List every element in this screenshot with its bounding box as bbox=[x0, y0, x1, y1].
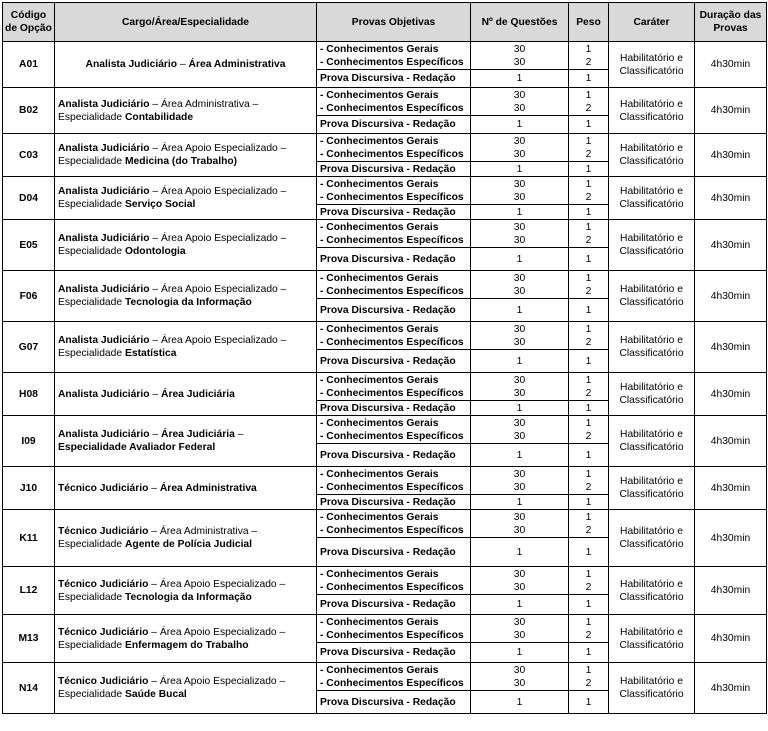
option-code: A01 bbox=[3, 42, 55, 88]
peso-especificos: 2 bbox=[585, 481, 592, 493]
peso-cell bbox=[569, 510, 609, 538]
exam-gerais: - Conhecimentos Gerais bbox=[320, 511, 439, 523]
cargo-bold-text: Enfermagem do Trabalho bbox=[124, 639, 249, 651]
questoes-especificos: 30 bbox=[513, 481, 526, 493]
peso-cell bbox=[569, 663, 609, 691]
objective-exams-cell bbox=[317, 567, 471, 595]
exam-discursiva: Prova Discursiva - Redação bbox=[317, 643, 471, 663]
cargo-cell bbox=[55, 567, 317, 615]
questoes-especificos: 30 bbox=[513, 430, 526, 442]
exam-discursiva: Prova Discursiva - Redação bbox=[317, 595, 471, 615]
questoes-discursiva: 1 bbox=[471, 643, 569, 663]
option-code: L12 bbox=[3, 567, 55, 615]
questoes-gerais: 30 bbox=[513, 135, 526, 147]
questoes-especificos: 30 bbox=[513, 336, 526, 348]
questoes-discursiva: 1 bbox=[471, 205, 569, 220]
peso-especificos: 2 bbox=[585, 102, 592, 114]
option-code: K11 bbox=[3, 510, 55, 567]
peso-especificos: 2 bbox=[585, 677, 592, 689]
exam-discursiva: Prova Discursiva - Redação bbox=[317, 350, 471, 373]
carater-cell: Habilitatório e Classificatório bbox=[609, 220, 695, 271]
questoes-discursiva: 1 bbox=[471, 495, 569, 510]
carater-cell: Habilitatório e Classificatório bbox=[609, 134, 695, 177]
questoes-especificos: 30 bbox=[513, 191, 526, 203]
exam-especificos: - Conhecimentos Específicos bbox=[320, 234, 464, 246]
carater-cell: Habilitatório e Classificatório bbox=[609, 467, 695, 510]
peso-gerais: 1 bbox=[585, 468, 592, 480]
objective-exams-cell bbox=[317, 271, 471, 299]
questoes-cell bbox=[471, 177, 569, 205]
exam-gerais: - Conhecimentos Gerais bbox=[320, 323, 439, 335]
carater-cell: Habilitatório e Classificatório bbox=[609, 510, 695, 567]
cargo-bold-text: Analista Judiciário bbox=[58, 284, 150, 295]
option-code: B02 bbox=[3, 88, 55, 134]
exam-discursiva: Prova Discursiva - Redação bbox=[317, 691, 471, 714]
header-peso: Peso bbox=[569, 3, 609, 42]
cargo-bold-text: Odontologia bbox=[124, 246, 186, 257]
questoes-especificos: 30 bbox=[513, 581, 526, 593]
peso-cell bbox=[569, 567, 609, 595]
cargo-bold-text: Analista Judiciário bbox=[58, 388, 150, 400]
peso-discursiva: 1 bbox=[569, 643, 609, 663]
peso-especificos: 2 bbox=[585, 56, 592, 68]
exam-discursiva: Prova Discursiva - Redação bbox=[317, 70, 471, 88]
exam-gerais: - Conhecimentos Gerais bbox=[320, 221, 439, 233]
cargo-cell bbox=[55, 88, 317, 134]
cargo-cell bbox=[55, 42, 317, 88]
cargo-bold-text: Analista Judiciário bbox=[58, 186, 150, 197]
questoes-cell bbox=[471, 567, 569, 595]
header-questoes: Nº de Questões bbox=[471, 3, 569, 42]
duracao-cell: 4h30min bbox=[695, 322, 767, 373]
cargo-cell bbox=[55, 271, 317, 322]
peso-cell bbox=[569, 220, 609, 248]
header-provas: Provas Objetivas bbox=[317, 3, 471, 42]
peso-gerais: 1 bbox=[585, 135, 592, 147]
cargo-text: – bbox=[177, 59, 189, 70]
table-row bbox=[3, 177, 767, 205]
exam-discursiva: Prova Discursiva - Redação bbox=[317, 538, 471, 567]
peso-gerais: 1 bbox=[585, 417, 592, 429]
objective-exams-cell bbox=[317, 467, 471, 495]
exam-discursiva: Prova Discursiva - Redação bbox=[317, 444, 471, 467]
questoes-discursiva: 1 bbox=[471, 401, 569, 416]
peso-cell bbox=[569, 177, 609, 205]
exam-gerais: - Conhecimentos Gerais bbox=[320, 664, 439, 676]
carater-cell: Habilitatório e Classificatório bbox=[609, 615, 695, 663]
cargo-bold-text: Especialidade Avaliador Federal bbox=[58, 442, 216, 453]
peso-gerais: 1 bbox=[585, 221, 592, 233]
questoes-discursiva: 1 bbox=[471, 595, 569, 615]
concurso-table bbox=[2, 2, 767, 714]
questoes-cell bbox=[471, 467, 569, 495]
cargo-cell bbox=[55, 322, 317, 373]
cargo-text: – Área Administrativa – Especialidade bbox=[58, 98, 259, 123]
table-row bbox=[3, 567, 767, 595]
peso-gerais: 1 bbox=[585, 43, 592, 55]
cargo-text: – bbox=[149, 429, 162, 440]
carater-cell: Habilitatório e Classificatório bbox=[609, 416, 695, 467]
objective-exams-cell bbox=[317, 177, 471, 205]
questoes-especificos: 30 bbox=[513, 56, 526, 68]
questoes-discursiva: 1 bbox=[471, 248, 569, 271]
exam-discursiva: Prova Discursiva - Redação bbox=[317, 205, 471, 220]
cargo-cell bbox=[55, 220, 317, 271]
objective-exams-cell bbox=[317, 322, 471, 350]
objective-exams-cell bbox=[317, 88, 471, 116]
cargo-bold-text: Área Judiciária bbox=[161, 429, 235, 440]
peso-cell bbox=[569, 322, 609, 350]
cargo-bold-text: Área Administrativa bbox=[188, 59, 286, 70]
peso-discursiva: 1 bbox=[569, 401, 609, 416]
cargo-bold-text: Estatística bbox=[124, 348, 177, 359]
exam-discursiva: Prova Discursiva - Redação bbox=[317, 299, 471, 322]
header-cargo: Cargo/Área/Especialidade bbox=[55, 3, 317, 42]
cargo-text: – Área Apoio Especializado – Especialidade bbox=[58, 335, 287, 359]
cargo-bold-text: Técnico Judiciário bbox=[58, 676, 149, 687]
exam-especificos: - Conhecimentos Específicos bbox=[320, 581, 464, 593]
exam-especificos: - Conhecimentos Específicos bbox=[320, 191, 464, 203]
objective-exams-cell bbox=[317, 220, 471, 248]
peso-cell bbox=[569, 467, 609, 495]
peso-cell bbox=[569, 42, 609, 70]
peso-discursiva: 1 bbox=[569, 116, 609, 134]
questoes-gerais: 30 bbox=[513, 178, 526, 190]
duracao-cell: 4h30min bbox=[695, 42, 767, 88]
peso-discursiva: 1 bbox=[569, 691, 609, 714]
questoes-especificos: 30 bbox=[513, 629, 526, 641]
questoes-cell bbox=[471, 615, 569, 643]
peso-gerais: 1 bbox=[585, 568, 592, 580]
objective-exams-cell bbox=[317, 615, 471, 643]
objective-exams-cell bbox=[317, 134, 471, 162]
table-row bbox=[3, 510, 767, 538]
questoes-cell bbox=[471, 42, 569, 70]
questoes-discursiva: 1 bbox=[471, 444, 569, 467]
cargo-text: – Área Apoio Especializado – Especialidade bbox=[58, 284, 287, 308]
cargo-bold-text: Técnico Judiciário bbox=[58, 578, 149, 590]
cargo-bold-text: Técnico Judiciário bbox=[58, 526, 149, 537]
questoes-cell bbox=[471, 88, 569, 116]
exam-gerais: - Conhecimentos Gerais bbox=[320, 568, 439, 580]
cargo-text: – Área Apoio Especializado – Especialidade bbox=[58, 578, 286, 603]
option-code: H08 bbox=[3, 373, 55, 416]
cargo-bold-text: Analista Judiciário bbox=[85, 59, 178, 70]
questoes-discursiva: 1 bbox=[471, 70, 569, 88]
peso-discursiva: 1 bbox=[569, 162, 609, 177]
questoes-gerais: 30 bbox=[513, 89, 526, 101]
cargo-cell bbox=[55, 416, 317, 467]
peso-discursiva: 1 bbox=[569, 205, 609, 220]
cargo-text: – Área Apoio Especializado – Especialidade bbox=[58, 626, 286, 651]
table-row bbox=[3, 615, 767, 643]
peso-gerais: 1 bbox=[585, 272, 592, 284]
peso-cell bbox=[569, 134, 609, 162]
objective-exams-cell bbox=[317, 42, 471, 70]
questoes-discursiva: 1 bbox=[471, 162, 569, 177]
table-row bbox=[3, 271, 767, 299]
cargo-text: – Área Apoio Especializado – Especialidade bbox=[58, 143, 287, 167]
exam-gerais: - Conhecimentos Gerais bbox=[320, 43, 439, 55]
exam-especificos: - Conhecimentos Específicos bbox=[320, 524, 464, 536]
peso-especificos: 2 bbox=[585, 581, 592, 593]
questoes-especificos: 30 bbox=[513, 148, 526, 160]
questoes-cell bbox=[471, 322, 569, 350]
peso-especificos: 2 bbox=[585, 387, 592, 399]
questoes-gerais: 30 bbox=[513, 43, 526, 55]
table-row bbox=[3, 416, 767, 444]
table-row bbox=[3, 373, 767, 401]
exam-especificos: - Conhecimentos Específicos bbox=[320, 148, 464, 160]
exam-discursiva: Prova Discursiva - Redação bbox=[317, 116, 471, 134]
cargo-text: – Área Apoio Especializado – Especialidade bbox=[58, 233, 287, 257]
cargo-bold-text: Área Administrativa bbox=[159, 482, 257, 494]
cargo-bold-text: Analista Judiciário bbox=[58, 335, 150, 346]
questoes-discursiva: 1 bbox=[471, 538, 569, 567]
cargo-text: – bbox=[148, 482, 160, 494]
table-row bbox=[3, 322, 767, 350]
exam-especificos: - Conhecimentos Específicos bbox=[320, 285, 464, 297]
carater-cell: Habilitatório e Classificatório bbox=[609, 42, 695, 88]
questoes-especificos: 30 bbox=[513, 387, 526, 399]
duracao-cell: 4h30min bbox=[695, 467, 767, 510]
cargo-bold-text: Contabilidade bbox=[124, 111, 194, 123]
option-code: I09 bbox=[3, 416, 55, 467]
option-code: D04 bbox=[3, 177, 55, 220]
cargo-text: – Área Apoio Especializado – Especialidade bbox=[58, 676, 286, 700]
cargo-bold-text: Analista Judiciário bbox=[58, 98, 150, 110]
questoes-gerais: 30 bbox=[513, 417, 526, 429]
peso-gerais: 1 bbox=[585, 323, 592, 335]
duracao-cell: 4h30min bbox=[695, 220, 767, 271]
option-code: C03 bbox=[3, 134, 55, 177]
cargo-cell bbox=[55, 373, 317, 416]
carater-cell: Habilitatório e Classificatório bbox=[609, 271, 695, 322]
cargo-bold-text: Área Judiciária bbox=[161, 388, 235, 400]
exam-gerais: - Conhecimentos Gerais bbox=[320, 89, 439, 101]
exam-discursiva: Prova Discursiva - Redação bbox=[317, 162, 471, 177]
cargo-bold-text: Tecnologia da Informação bbox=[124, 591, 252, 603]
questoes-discursiva: 1 bbox=[471, 116, 569, 134]
exam-especificos: - Conhecimentos Específicos bbox=[320, 430, 464, 442]
carater-cell: Habilitatório e Classificatório bbox=[609, 88, 695, 134]
table-row bbox=[3, 220, 767, 248]
peso-gerais: 1 bbox=[585, 616, 592, 628]
peso-cell bbox=[569, 373, 609, 401]
cargo-bold-text: Saúde Bucal bbox=[124, 689, 187, 700]
questoes-gerais: 30 bbox=[513, 374, 526, 386]
cargo-cell bbox=[55, 615, 317, 663]
carater-cell: Habilitatório e Classificatório bbox=[609, 373, 695, 416]
cargo-cell bbox=[55, 134, 317, 177]
table-row bbox=[3, 134, 767, 162]
table-row bbox=[3, 88, 767, 116]
questoes-gerais: 30 bbox=[513, 221, 526, 233]
exam-gerais: - Conhecimentos Gerais bbox=[320, 135, 439, 147]
peso-gerais: 1 bbox=[585, 664, 592, 676]
exam-especificos: - Conhecimentos Específicos bbox=[320, 336, 464, 348]
exam-especificos: - Conhecimentos Específicos bbox=[320, 481, 464, 493]
questoes-especificos: 30 bbox=[513, 285, 526, 297]
questoes-especificos: 30 bbox=[513, 677, 526, 689]
peso-especificos: 2 bbox=[585, 234, 592, 246]
exam-especificos: - Conhecimentos Específicos bbox=[320, 629, 464, 641]
header-codigo: Código de Opção bbox=[3, 3, 55, 42]
questoes-especificos: 30 bbox=[513, 234, 526, 246]
exam-discursiva: Prova Discursiva - Redação bbox=[317, 401, 471, 416]
objective-exams-cell bbox=[317, 416, 471, 444]
option-code: F06 bbox=[3, 271, 55, 322]
exam-discursiva: Prova Discursiva - Redação bbox=[317, 495, 471, 510]
peso-gerais: 1 bbox=[585, 89, 592, 101]
peso-especificos: 2 bbox=[585, 148, 592, 160]
peso-especificos: 2 bbox=[585, 524, 592, 536]
peso-cell bbox=[569, 416, 609, 444]
cargo-bold-text: Medicina (do Trabalho) bbox=[124, 156, 238, 167]
questoes-cell bbox=[471, 416, 569, 444]
exam-especificos: - Conhecimentos Específicos bbox=[320, 102, 464, 114]
cargo-text: – bbox=[149, 388, 162, 400]
option-code: J10 bbox=[3, 467, 55, 510]
peso-discursiva: 1 bbox=[569, 299, 609, 322]
peso-discursiva: 1 bbox=[569, 248, 609, 271]
peso-discursiva: 1 bbox=[569, 595, 609, 615]
questoes-gerais: 30 bbox=[513, 511, 526, 523]
questoes-cell bbox=[471, 510, 569, 538]
option-code: G07 bbox=[3, 322, 55, 373]
carater-cell: Habilitatório e Classificatório bbox=[609, 322, 695, 373]
peso-cell bbox=[569, 271, 609, 299]
peso-especificos: 2 bbox=[585, 191, 592, 203]
peso-discursiva: 1 bbox=[569, 538, 609, 567]
questoes-discursiva: 1 bbox=[471, 350, 569, 373]
peso-especificos: 2 bbox=[585, 430, 592, 442]
peso-gerais: 1 bbox=[585, 374, 592, 386]
questoes-cell bbox=[471, 373, 569, 401]
cargo-text: – Área Apoio Especializado – Especialidade bbox=[58, 186, 287, 210]
carater-cell: Habilitatório e Classificatório bbox=[609, 567, 695, 615]
cargo-bold-text: Serviço Social bbox=[124, 199, 196, 210]
cargo-bold-text: Agente de Polícia Judicial bbox=[124, 539, 253, 550]
exam-gerais: - Conhecimentos Gerais bbox=[320, 374, 439, 386]
cargo-bold-text: Analista Judiciário bbox=[58, 233, 150, 244]
cargo-text: – Área Administrativa – Especialidade bbox=[58, 526, 258, 550]
peso-especificos: 2 bbox=[585, 629, 592, 641]
exam-gerais: - Conhecimentos Gerais bbox=[320, 468, 439, 480]
questoes-gerais: 30 bbox=[513, 664, 526, 676]
table-row bbox=[3, 467, 767, 495]
table-row bbox=[3, 42, 767, 70]
duracao-cell: 4h30min bbox=[695, 271, 767, 322]
questoes-discursiva: 1 bbox=[471, 299, 569, 322]
cargo-bold-text: Analista Judiciário bbox=[58, 143, 150, 154]
questoes-gerais: 30 bbox=[513, 568, 526, 580]
questoes-cell bbox=[471, 134, 569, 162]
peso-especificos: 2 bbox=[585, 336, 592, 348]
exam-gerais: - Conhecimentos Gerais bbox=[320, 417, 439, 429]
cargo-cell bbox=[55, 467, 317, 510]
duracao-cell: 4h30min bbox=[695, 510, 767, 567]
exam-gerais: - Conhecimentos Gerais bbox=[320, 616, 439, 628]
option-code: E05 bbox=[3, 220, 55, 271]
cargo-cell bbox=[55, 177, 317, 220]
objective-exams-cell bbox=[317, 663, 471, 691]
questoes-cell bbox=[471, 271, 569, 299]
objective-exams-cell bbox=[317, 373, 471, 401]
exam-gerais: - Conhecimentos Gerais bbox=[320, 272, 439, 284]
exam-gerais: - Conhecimentos Gerais bbox=[320, 178, 439, 190]
objective-exams-cell bbox=[317, 510, 471, 538]
cargo-cell bbox=[55, 663, 317, 714]
questoes-gerais: 30 bbox=[513, 323, 526, 335]
cargo-text: – bbox=[234, 429, 244, 440]
peso-especificos: 2 bbox=[585, 285, 592, 297]
peso-cell bbox=[569, 88, 609, 116]
questoes-cell bbox=[471, 663, 569, 691]
peso-discursiva: 1 bbox=[569, 70, 609, 88]
questoes-especificos: 30 bbox=[513, 102, 526, 114]
header-row bbox=[3, 3, 767, 42]
duracao-cell: 4h30min bbox=[695, 416, 767, 467]
questoes-discursiva: 1 bbox=[471, 691, 569, 714]
peso-discursiva: 1 bbox=[569, 495, 609, 510]
peso-discursiva: 1 bbox=[569, 444, 609, 467]
peso-gerais: 1 bbox=[585, 511, 592, 523]
cargo-bold-text: Tecnologia da Informação bbox=[124, 297, 252, 308]
header-duracao: Duração das Provas bbox=[695, 3, 767, 42]
peso-gerais: 1 bbox=[585, 178, 592, 190]
cargo-bold-text: Técnico Judiciário bbox=[58, 626, 149, 638]
duracao-cell: 4h30min bbox=[695, 177, 767, 220]
questoes-cell bbox=[471, 220, 569, 248]
table-row bbox=[3, 663, 767, 691]
peso-discursiva: 1 bbox=[569, 350, 609, 373]
duracao-cell: 4h30min bbox=[695, 663, 767, 714]
peso-cell bbox=[569, 615, 609, 643]
exam-especificos: - Conhecimentos Específicos bbox=[320, 56, 464, 68]
questoes-especificos: 30 bbox=[513, 524, 526, 536]
duracao-cell: 4h30min bbox=[695, 567, 767, 615]
exam-especificos: - Conhecimentos Específicos bbox=[320, 677, 464, 689]
header-carater: Caráter bbox=[609, 3, 695, 42]
questoes-gerais: 30 bbox=[513, 616, 526, 628]
cargo-cell bbox=[55, 510, 317, 567]
duracao-cell: 4h30min bbox=[695, 88, 767, 134]
cargo-bold-text: Técnico Judiciário bbox=[58, 482, 149, 494]
questoes-gerais: 30 bbox=[513, 272, 526, 284]
duracao-cell: 4h30min bbox=[695, 373, 767, 416]
option-code: N14 bbox=[3, 663, 55, 714]
cargo-bold-text: Analista Judiciário bbox=[58, 429, 150, 440]
carater-cell: Habilitatório e Classificatório bbox=[609, 177, 695, 220]
duracao-cell: 4h30min bbox=[695, 615, 767, 663]
option-code: M13 bbox=[3, 615, 55, 663]
exam-especificos: - Conhecimentos Específicos bbox=[320, 387, 464, 399]
carater-cell: Habilitatório e Classificatório bbox=[609, 663, 695, 714]
duracao-cell: 4h30min bbox=[695, 134, 767, 177]
exam-discursiva: Prova Discursiva - Redação bbox=[317, 248, 471, 271]
questoes-gerais: 30 bbox=[513, 468, 526, 480]
